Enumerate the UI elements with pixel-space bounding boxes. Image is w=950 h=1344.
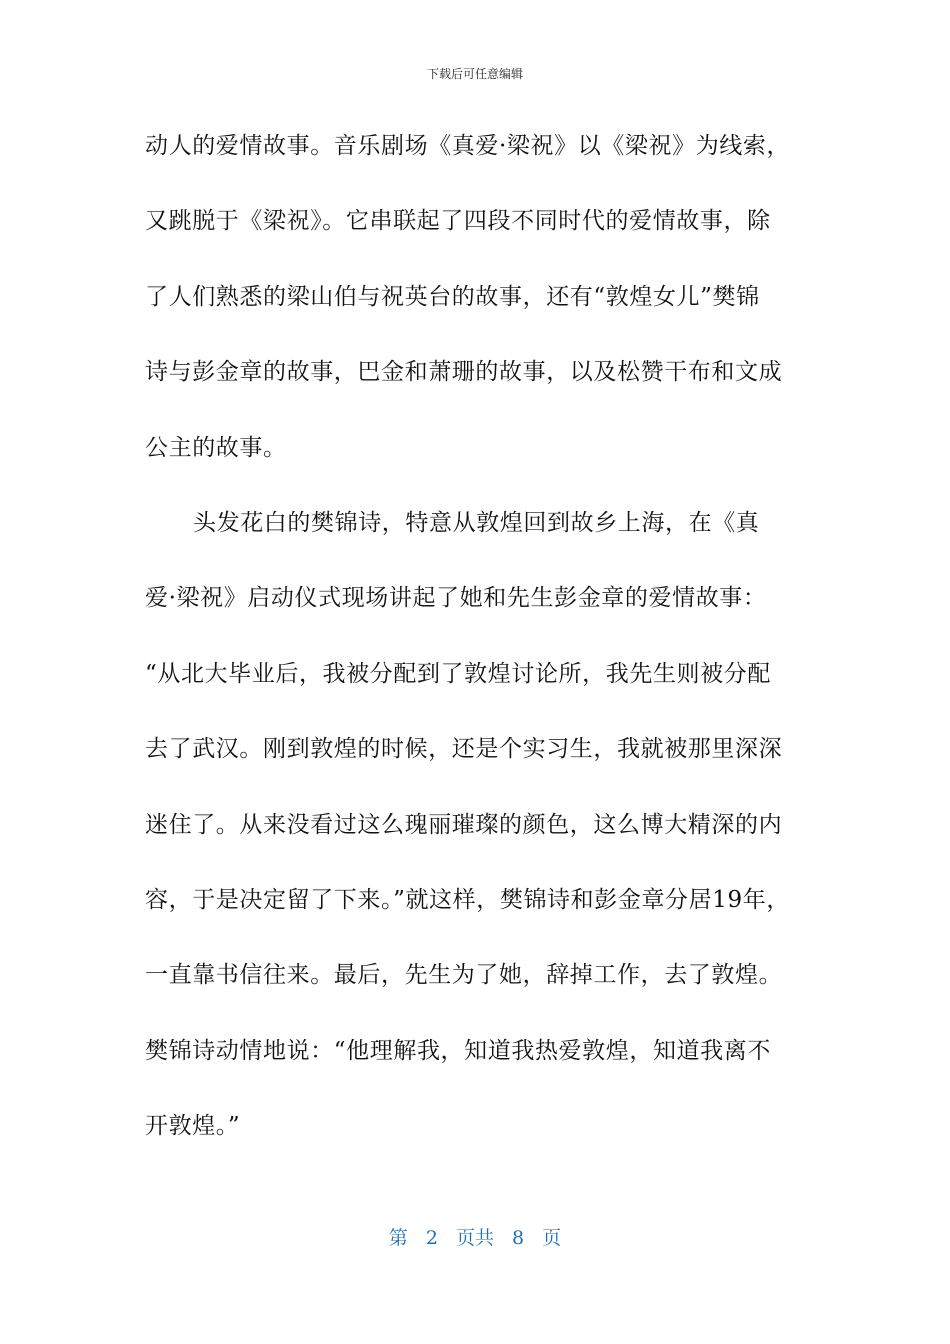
body-line: 诗与彭金章的故事，巴金和萧珊的故事，以及松赞干布和文成 <box>145 359 783 386</box>
body-line: 了人们熟悉的梁山伯与祝英台的故事，还有“敦煌女儿”樊锦 <box>145 283 760 310</box>
page-label-middle: 页共 <box>455 1227 494 1249</box>
body-line: 樊锦诗动情地说：“他理解我，知道我热爱敦煌，知道我离不 <box>145 1037 771 1064</box>
body-line: 爱·梁祝》启动仪式现场讲起了她和先生彭金章的爱情故事： <box>145 585 767 612</box>
page-footer <box>0 1224 950 1252</box>
body-line: 迷住了。从来没看过这么瑰丽璀璨的颜色，这么博大精深的内 <box>145 811 783 838</box>
paragraph-start-line: 头发花白的樊锦诗，特意从敦煌回到故乡上海，在《真 <box>193 509 760 536</box>
total-pages-number: 8 <box>512 1227 525 1249</box>
current-page-number: 2 <box>425 1227 438 1249</box>
document-body <box>145 124 825 1179</box>
body-line: 开敦煌。” <box>145 1113 241 1140</box>
page-label-suffix: 页 <box>542 1227 562 1249</box>
body-line: 容，于是决定留了下来。”就这样，樊锦诗和彭金章分居19年， <box>145 886 790 913</box>
body-line: 动人的爱情故事。音乐剧场《真爱·梁祝》以《梁祝》为线索， <box>145 133 791 159</box>
body-line: 又跳脱于《梁祝》。它串联起了四段不同时代的爱情故事，除 <box>145 208 771 235</box>
body-line: 去了武汉。刚到敦煌的时候，还是个实习生，我就被那里深深 <box>145 736 783 763</box>
page-header: 下载后可任意编辑 <box>426 67 523 81</box>
body-line: 一直靠书信往来。最后，先生为了她，辞掉工作，去了敦煌。 <box>145 962 783 989</box>
page-label-prefix: 第 <box>388 1227 408 1249</box>
body-line: “从北大毕业后，我被分配到了敦煌讨论所，我先生则被分配 <box>145 660 771 687</box>
body-line: 公主的故事。 <box>145 434 287 461</box>
